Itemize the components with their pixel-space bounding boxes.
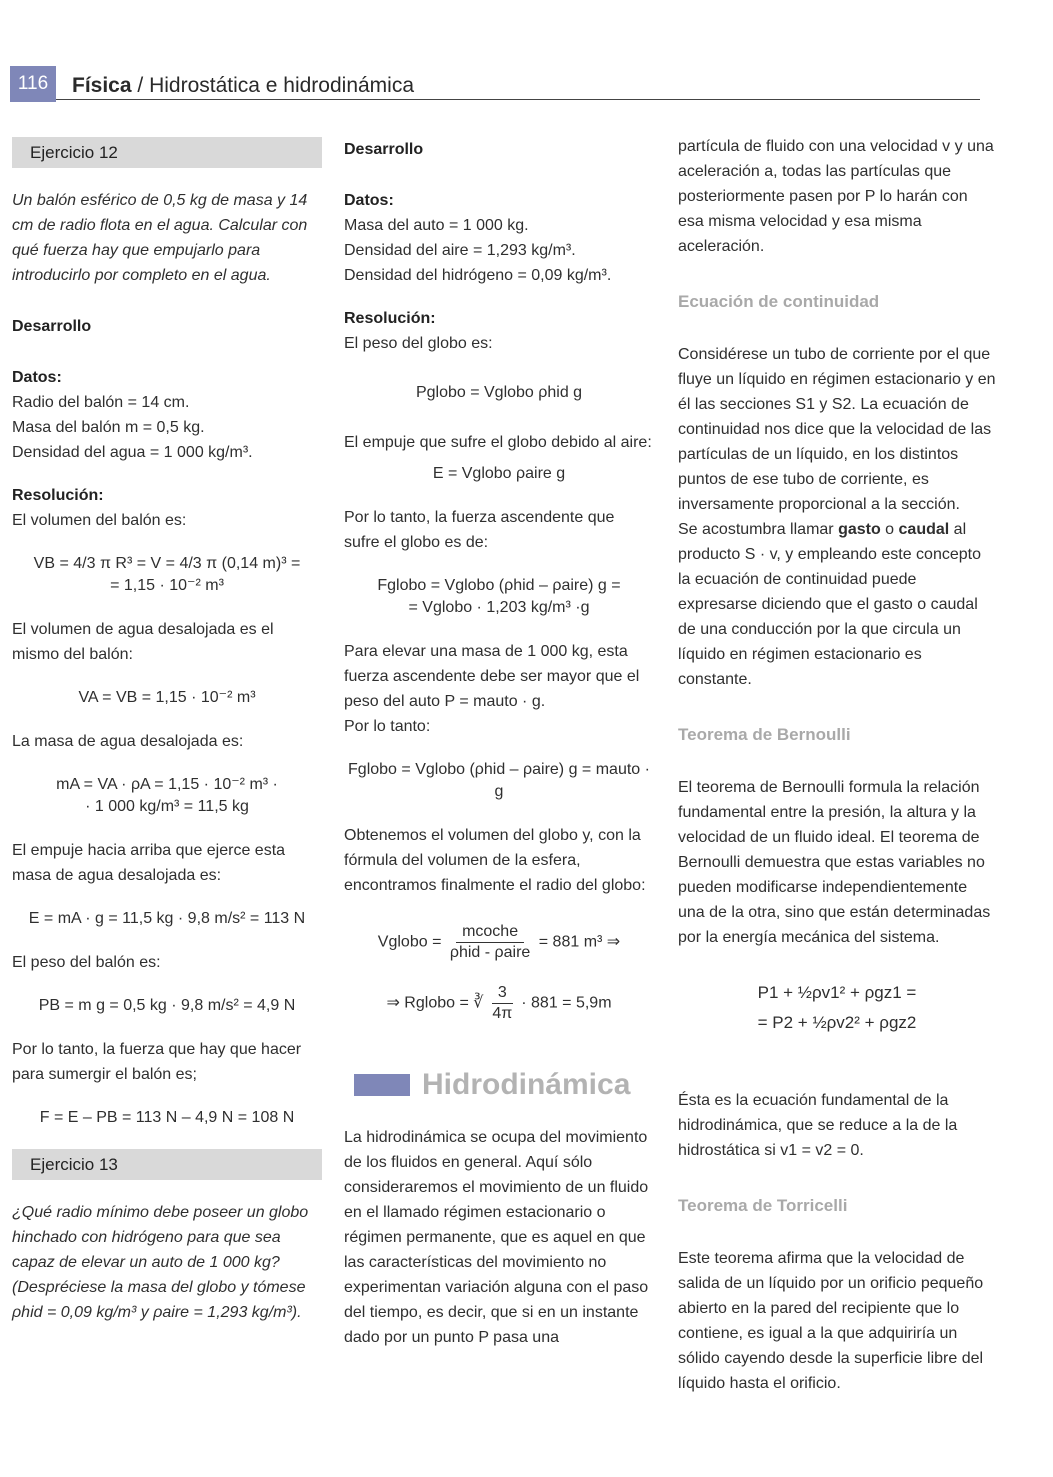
- text-volumen: El volumen del balón es:: [12, 512, 187, 529]
- heading-bernoulli: Teorema de Bernoulli: [678, 725, 851, 744]
- section-title-text: Hidrodinámica: [422, 1068, 631, 1101]
- exercise-13-statement: ¿Qué radio mínimo debe poseer un globo hinchado con hidrógeno para que sea capaz de elevar un auto de 1 000 kg? (Despréciese la masa del globo y tómese ρhid = 0,09 kg/m³ y ρaire = 1,293 kg/m³).: [12, 1204, 309, 1321]
- column-2: [344, 137, 654, 1350]
- exercise-12-statement: Un balón esférico de 0,5 kg de masa y 14 cm de radio flota en el agua. Calcular con qué fuerza hay que empujarlo para introducirlo por completo en el agua.: [12, 192, 308, 284]
- equation-lhs: ⇒ Rglobo = ∛: [386, 994, 484, 1012]
- text-empuje-globo: El empuje que sufre el globo debido al aire:: [344, 434, 652, 451]
- equation-line: · 1 000 kg/m³ = 11,5 kg: [85, 798, 249, 815]
- text-por-lo-tanto: Por lo tanto:: [344, 718, 431, 735]
- text-empuje: El empuje hacia arriba que ejerce esta masa de agua desalojada es:: [12, 842, 286, 884]
- text-masa-agua: La masa de agua desalojada es:: [12, 733, 244, 750]
- equation-line: = P2 + ½ρv2² + ρgz2: [757, 1013, 917, 1032]
- text-particula: partícula de fluido con una velocidad v y una aceleración a, todas las partículas que posteriormente pasen por P lo harán con esa misma velocidad y esa misma aceleración.: [678, 138, 994, 255]
- header-topic: Hidrostática e hidrodinámica: [149, 74, 415, 97]
- text-volumen-agua: El volumen de agua desalojada es el mismo del balón:: [12, 621, 274, 663]
- fraction-denominator: ρhid - ρaire: [449, 944, 531, 961]
- header-separator: /: [131, 74, 150, 97]
- section-title-hidrodinamica: [354, 1068, 654, 1101]
- text-peso: El peso del balón es:: [12, 954, 161, 971]
- page-number: 116: [10, 66, 56, 102]
- fraction-denominator: 4π: [492, 1005, 513, 1022]
- header-rule: [56, 99, 980, 100]
- term-gasto: gasto: [838, 521, 881, 538]
- equation-masa-agua: [12, 774, 322, 818]
- equation-radio-globo: [344, 983, 654, 1024]
- fraction-numerator: 3: [492, 983, 513, 1004]
- dato-masa: Masa del balón m = 0,5 kg.: [12, 419, 205, 436]
- fraction: [450, 922, 530, 963]
- text-peso-globo: El peso del globo es:: [344, 335, 493, 352]
- equation-volumen: [12, 553, 322, 597]
- text-continuidad: Considérese un tubo de corriente por el que fluye un líquido en régimen estacionario y en él las secciones S1 y S2. La ecuación de continuidad nos dice que la velocidad de las partículas de un líquido, en los distintos puntos de ese tubo de corriente, es inversamente proporcional a la sección.: [678, 346, 996, 513]
- equation-bernoulli: [678, 978, 996, 1038]
- exercise-12-title: Ejercicio 12: [12, 137, 322, 168]
- heading-continuidad: Ecuación de continuidad: [678, 292, 880, 311]
- fraction: [492, 983, 513, 1024]
- equation-peso: PB = m g = 0,5 kg · 9,8 m/s² = 4,9 N: [38, 997, 296, 1014]
- text-torricelli: Este teorema afirma que la velocidad de salida de un líquido por un orificio pequeño abierto en la pared del recipiente que lo contiene, es igual a la que adquiriría un sólido cayendo desde la superficie libre del líquido hasta el orificio.: [678, 1250, 984, 1392]
- equation-rhs: = 881 m³ ⇒: [538, 933, 621, 951]
- heading-torricelli: Teorema de Torricelli: [678, 1196, 848, 1215]
- equation-empuje: E = mA · g = 11,5 kg · 9,8 m/s² = 113 N: [28, 910, 306, 927]
- equation-peso-globo: Pglobo = Vglobo ρhid g: [415, 384, 583, 401]
- equation-empuje-globo: E = Vglobo ρaire g: [432, 465, 566, 482]
- dato-densidad-hidrogeno: Densidad del hidrógeno = 0,09 kg/m³.: [344, 267, 612, 284]
- term-caudal: caudal: [898, 521, 950, 538]
- equation-line: Fglobo = Vglobo (ρhid – ρaire) g =: [377, 577, 621, 594]
- text-ecuacion-fundamental: Ésta es la ecuación fundamental de la hidrodinámica, que se reduce a la de la hidrostática si v1 = v2 = 0.: [678, 1092, 958, 1159]
- equation-line: = Vglobo · 1,203 kg/m³ ·g: [408, 599, 590, 616]
- equation-rhs: · 881 = 5,9m: [521, 994, 612, 1012]
- text-fragment: Se acostumbra llamar: [678, 521, 839, 538]
- text-fuerza: Por lo tanto, la fuerza que hay que hacer para sumergir el balón es;: [12, 1041, 302, 1083]
- text-caudal: [678, 517, 996, 692]
- equation-fuerza: F = E – PB = 113 N – 4,9 N = 108 N: [39, 1109, 295, 1126]
- equation-condicion: Fglobo = Vglobo (ρhid – ρaire) g = mauto · g: [348, 761, 650, 800]
- equation-lhs: Vglobo =: [377, 933, 442, 951]
- text-fuerza-ascendente: Por lo tanto, la fuerza ascendente que sufre el globo es de:: [344, 509, 615, 551]
- text-elevar: Para elevar una masa de 1 000 kg, esta fuerza ascendente debe ser mayor que el peso del auto P = mauto · g.: [344, 643, 640, 710]
- text-fragment: al producto S · v, y empleando este concepto la ecuación de continuidad puede expresarse diciendo que el gasto o caudal de una conducción por la que circula un líquido en régimen estacionario es constante.: [678, 521, 981, 688]
- equation-line: P1 + ½ρv1² + ρgz1 =: [757, 983, 917, 1002]
- resolucion-heading: Resolución:: [12, 487, 104, 504]
- fraction-numerator: mcoche: [456, 922, 524, 943]
- dato-densidad-aire: Densidad del aire = 1,293 kg/m³.: [344, 242, 576, 259]
- exercise-13-title: Ejercicio 13: [12, 1149, 322, 1180]
- column-1: [12, 137, 322, 1325]
- dato-masa-auto: Masa del auto = 1 000 kg.: [344, 217, 529, 234]
- running-header: [72, 74, 414, 98]
- equation-volumen-globo: [344, 922, 654, 963]
- section-bar: [354, 1074, 410, 1096]
- equation-line: mA = VA · ρA = 1,15 · 10⁻² m³ ·: [56, 776, 278, 793]
- header-subject: Física: [72, 74, 132, 97]
- text-volumen-globo: Obtenemos el volumen del globo y, con la fórmula del volumen de la esfera, encontramos finalmente el radio del globo:: [344, 827, 646, 894]
- text-fragment: o: [880, 521, 899, 538]
- equation-line: = 1,15 · 10⁻² m³: [110, 577, 224, 594]
- datos-heading: Datos:: [12, 369, 62, 386]
- text-hidrodinamica: La hidrodinámica se ocupa del movimiento de los fluidos en general. Aquí sólo consideraremos el movimiento de un fluido en el llamado régimen estacionario o régimen permanente, que es aquel en que las características del movimiento no experimentan variación alguna con el paso del tiempo, es decir, que si en un instante dado por un punto P pasa una: [344, 1129, 649, 1346]
- text-bernoulli: El teorema de Bernoulli formula la relación fundamental entre la presión, la altura y la velocidad de un fluido ideal. El teorema de Bernoulli demuestra que estas variables no pueden modificarse independientemente una de la otra, sino que están determinadas por la energía mecánica del sistema.: [678, 779, 991, 946]
- dato-radio: Radio del balón = 14 cm.: [12, 394, 190, 411]
- resolucion-heading: Resolución:: [344, 310, 436, 327]
- equation-volumen-agua: VA = VB = 1,15 · 10⁻² m³: [78, 689, 256, 706]
- dato-densidad: Densidad del agua = 1 000 kg/m³.: [12, 444, 253, 461]
- equation-line: VB = 4/3 π R³ = V = 4/3 π (0,14 m)³ =: [33, 555, 301, 572]
- datos-heading: Datos:: [344, 192, 394, 209]
- column-3: [678, 134, 996, 1396]
- desarrollo-heading: Desarrollo: [12, 318, 92, 335]
- desarrollo-heading: Desarrollo: [344, 141, 424, 158]
- equation-fuerza-ascendente: [344, 575, 654, 619]
